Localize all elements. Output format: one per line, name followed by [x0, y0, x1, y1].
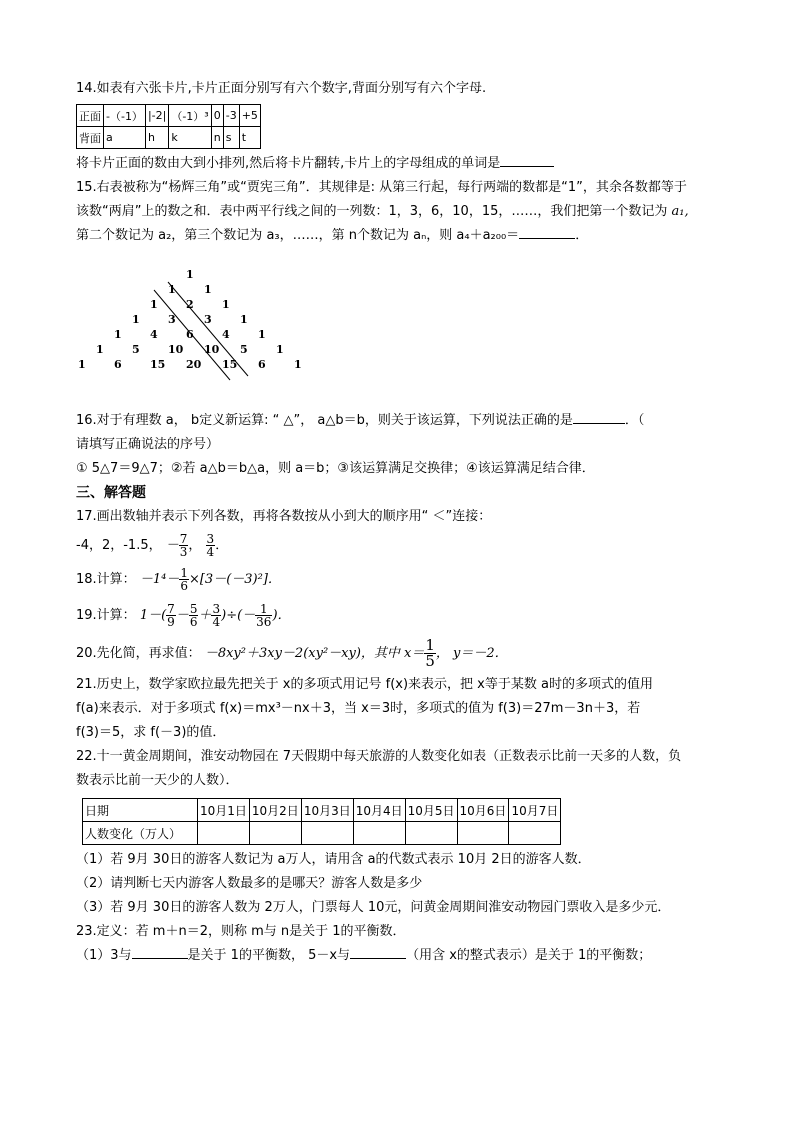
front-card-2: |-2|: [145, 105, 168, 127]
q22-line1: 22.十一黄金周期间，淮安动物园在 7天假期中每天旅游的人数变化如表（正数表示比前一天多的人数，负: [76, 749, 682, 764]
front-label: 正面: [77, 105, 104, 127]
q17-line2: -4，2，-1.5， － $\frac{7}{3}$ ， $\frac{3}{4}$ ．: [76, 532, 229, 559]
table-header: 10月5日: [405, 799, 457, 822]
table-cell: [405, 822, 457, 845]
q16-line3: ① 5△7＝9△7；②若 a△b＝b△a，则 a＝b；③该运算满足交换律；④该运算满足结合律．: [76, 461, 595, 476]
back-card-1: a: [104, 127, 146, 149]
q20-expr: －8xy²＋3xy－2(xy²－xy)，其中 x＝: [204, 646, 425, 661]
table-header: 10月7日: [509, 799, 561, 822]
q16-line1-text: 16.对于有理数 a， b定义新运算: “ △”， a△b＝b，则关于该运算，下列说法正确的是: [76, 413, 573, 428]
back-card-4: n: [211, 127, 223, 149]
q19-label: 19.计算：: [76, 608, 136, 623]
table-cell: [509, 822, 561, 845]
q20-label: 20.先化简，再求值：: [76, 646, 201, 661]
table-cell: [457, 822, 509, 845]
q14-card-table: [76, 104, 261, 149]
q19: 19.计算： 1－( $\frac{7}{9}$ － $\frac{5}{6}$ ＋ $\frac{3}{4}$ )÷(－ $\frac{1}{36}$ )．: [76, 602, 291, 629]
q18: [76, 562, 716, 598]
q16-line1: [76, 410, 716, 434]
q21-line3: f(3)＝5，求 f(－3)的值．: [76, 725, 226, 740]
fraction: $\frac{7}{3}$: [179, 532, 188, 559]
q20-tail: ， y＝－2．: [435, 646, 508, 661]
q14-question: [76, 153, 716, 177]
triangle-number: 1: [240, 313, 248, 326]
q14-text: 14.如表有六张卡片,卡片正面分别写有六个数字,背面分别写有六个字母.: [76, 81, 487, 96]
table-cell: [198, 822, 250, 845]
answer-blank[interactable]: [519, 238, 575, 239]
triangle-number: 1: [132, 313, 140, 326]
table-header: 10月3日: [301, 799, 353, 822]
row-label: 人数变化（万人）: [83, 822, 198, 845]
table-row: [83, 799, 561, 822]
document-page: [76, 78, 716, 249]
triangle-number: 1: [186, 268, 194, 281]
answer-blank[interactable]: [350, 958, 406, 959]
triangle-number: 6: [186, 328, 194, 341]
table-header: 10月6日: [457, 799, 509, 822]
q18-expr-b: ×[3－(－3)²]．: [188, 572, 281, 587]
fraction: $\frac{1}{6}$: [180, 566, 188, 593]
triangle-number: 6: [114, 358, 122, 371]
triangle-number: 15: [222, 358, 238, 371]
triangle-number: 1: [258, 328, 266, 341]
q17-line1: 17.画出数轴并表示下列各数，再将各数按从小到大的顺序用“ ＜”连接：: [76, 509, 492, 524]
front-card-4: 0: [211, 105, 223, 127]
triangle-number: 1: [150, 298, 158, 311]
table-row: [77, 105, 261, 127]
q15-line3-text: 第二个数记为 a₂，第三个数记为 a₃，……，第 n个数记为 aₙ，则 a₄＋a₂₀₀＝: [76, 228, 520, 243]
table-row: [83, 822, 561, 845]
q14-question-text: 将卡片正面的数由大到小排列,然后将卡片翻转,卡片上的字母组成的单词是: [76, 156, 501, 171]
answer-blank[interactable]: [500, 166, 554, 167]
back-card-6: t: [239, 127, 260, 149]
q23-sub1: [76, 945, 716, 969]
table-header: 10月4日: [353, 799, 405, 822]
triangle-number: 1: [276, 343, 284, 356]
table-header: 10月2日: [249, 799, 301, 822]
document-page-lower: [76, 410, 716, 969]
q23-sub1-b: 是关于 1的平衡数， 5－x与: [187, 948, 351, 963]
q15-line3: 第二个数记为 a₂，第三个数记为 a₃，……，第 n个数记为 aₙ，则 a₄＋a₂₀₀＝ ．: [76, 228, 589, 243]
q22-table: [82, 798, 561, 845]
triangle-number: 20: [186, 358, 202, 371]
front-card-5: -3: [223, 105, 239, 127]
q22-sub3: （3）若 9月 30日的游客人数为 2万人，门票每人 10元，问黄金周期间淮安动物园门票收入是多少元．: [76, 900, 671, 915]
q23-sub1-a: （1）3与: [76, 948, 132, 963]
triangle-number: 6: [258, 358, 266, 371]
table-cell: [249, 822, 301, 845]
triangle-number: 1: [222, 298, 230, 311]
section-heading: 三、解答题: [76, 485, 146, 501]
triangle-number: 15: [150, 358, 166, 371]
table-row: [77, 127, 261, 149]
answer-blank[interactable]: [132, 958, 188, 959]
q21-line2: f(a)来表示．对于多项式 f(x)＝mx³－nx＋3，当 x＝3时，多项式的值为 f(3)＝27m－3n＋3，若: [76, 701, 641, 716]
triangle-number: 4: [150, 328, 158, 341]
triangle-number: 1: [96, 343, 104, 356]
table-cell: [301, 822, 353, 845]
q15-line2: [76, 201, 716, 225]
q16-line2: 请填写正确说法的序号）: [76, 437, 220, 452]
q22-line2: 数表示比前一天少的人数）．: [76, 773, 239, 788]
answer-blank[interactable]: [573, 423, 625, 424]
q23-line1: 23.定义：若 m＋n＝2，则称 m与 n是关于 1的平衡数．: [76, 924, 406, 939]
back-card-5: s: [223, 127, 239, 149]
front-card-6: +5: [239, 105, 260, 127]
triangle-number: 3: [204, 313, 212, 326]
triangle-number: 5: [132, 343, 140, 356]
q18-expr: －1⁴－: [139, 572, 180, 587]
back-card-3: k: [169, 127, 211, 149]
fraction: $\frac{3}{4}$: [206, 532, 215, 559]
q15-line2-text: 该数“两肩”上的数之和．表中两平行线之间的一列数：1，3，6，10，15，……，我们把第一个数记为: [76, 204, 668, 219]
table-header: 10月1日: [198, 799, 250, 822]
back-label: 背面: [77, 127, 104, 149]
q18-label: 18.计算：: [76, 572, 136, 587]
front-card-3: （-1）³: [169, 105, 211, 127]
table-header: 日期: [83, 799, 198, 822]
triangle-number: 3: [168, 313, 176, 326]
q22-sub2: （2）请判断七天内游客人数最多的是哪天？游客人数是多少: [76, 876, 423, 891]
q15-var: a₁,: [671, 204, 689, 219]
triangle-number: 4: [222, 328, 230, 341]
q23-sub1-c: （用含 x的整式表示）是关于 1的平衡数；: [406, 948, 652, 963]
triangle-number: 1: [204, 283, 212, 296]
triangle-number: 10: [204, 343, 220, 356]
triangle-number: 1: [114, 328, 122, 341]
back-card-2: h: [145, 127, 168, 149]
front-card-1: -（-1）: [104, 105, 146, 127]
triangle-number: 2: [186, 298, 194, 311]
q19-expr: 1－(: [139, 608, 167, 623]
q17-numbers: -4，2，-1.5，: [76, 538, 162, 553]
q15-line1: 15.右表被称为“杨辉三角”或“贾宪三角”．其规律是: 从第三行起，每行两端的数都是“1”，其余各数都等于: [76, 180, 687, 195]
q16-line1-end: ．（: [624, 413, 645, 428]
triangle-number: 1: [168, 283, 176, 296]
table-cell: [353, 822, 405, 845]
triangle-number: 1: [78, 358, 86, 371]
triangle-number: 5: [240, 343, 248, 356]
q21-line1: 21.历史上，数学家欧拉最先把关于 x的多项式用记号 f(x)来表示，把 x等于某数 a时的多项式的值用: [76, 677, 653, 692]
q20: 20.先化简，再求值： －8xy²＋3xy－2(xy²－xy)，其中 x＝ $\frac{1}{5}$ ， y＝－2．: [76, 636, 508, 670]
yanghui-triangle: [72, 268, 312, 388]
triangle-number: 1: [294, 358, 302, 371]
triangle-number: 10: [168, 343, 184, 356]
q22-sub1: （1）若 9月 30日的游客人数记为 a万人，请用含 a的代数式表示 10月 2日的游客人数．: [76, 852, 591, 867]
